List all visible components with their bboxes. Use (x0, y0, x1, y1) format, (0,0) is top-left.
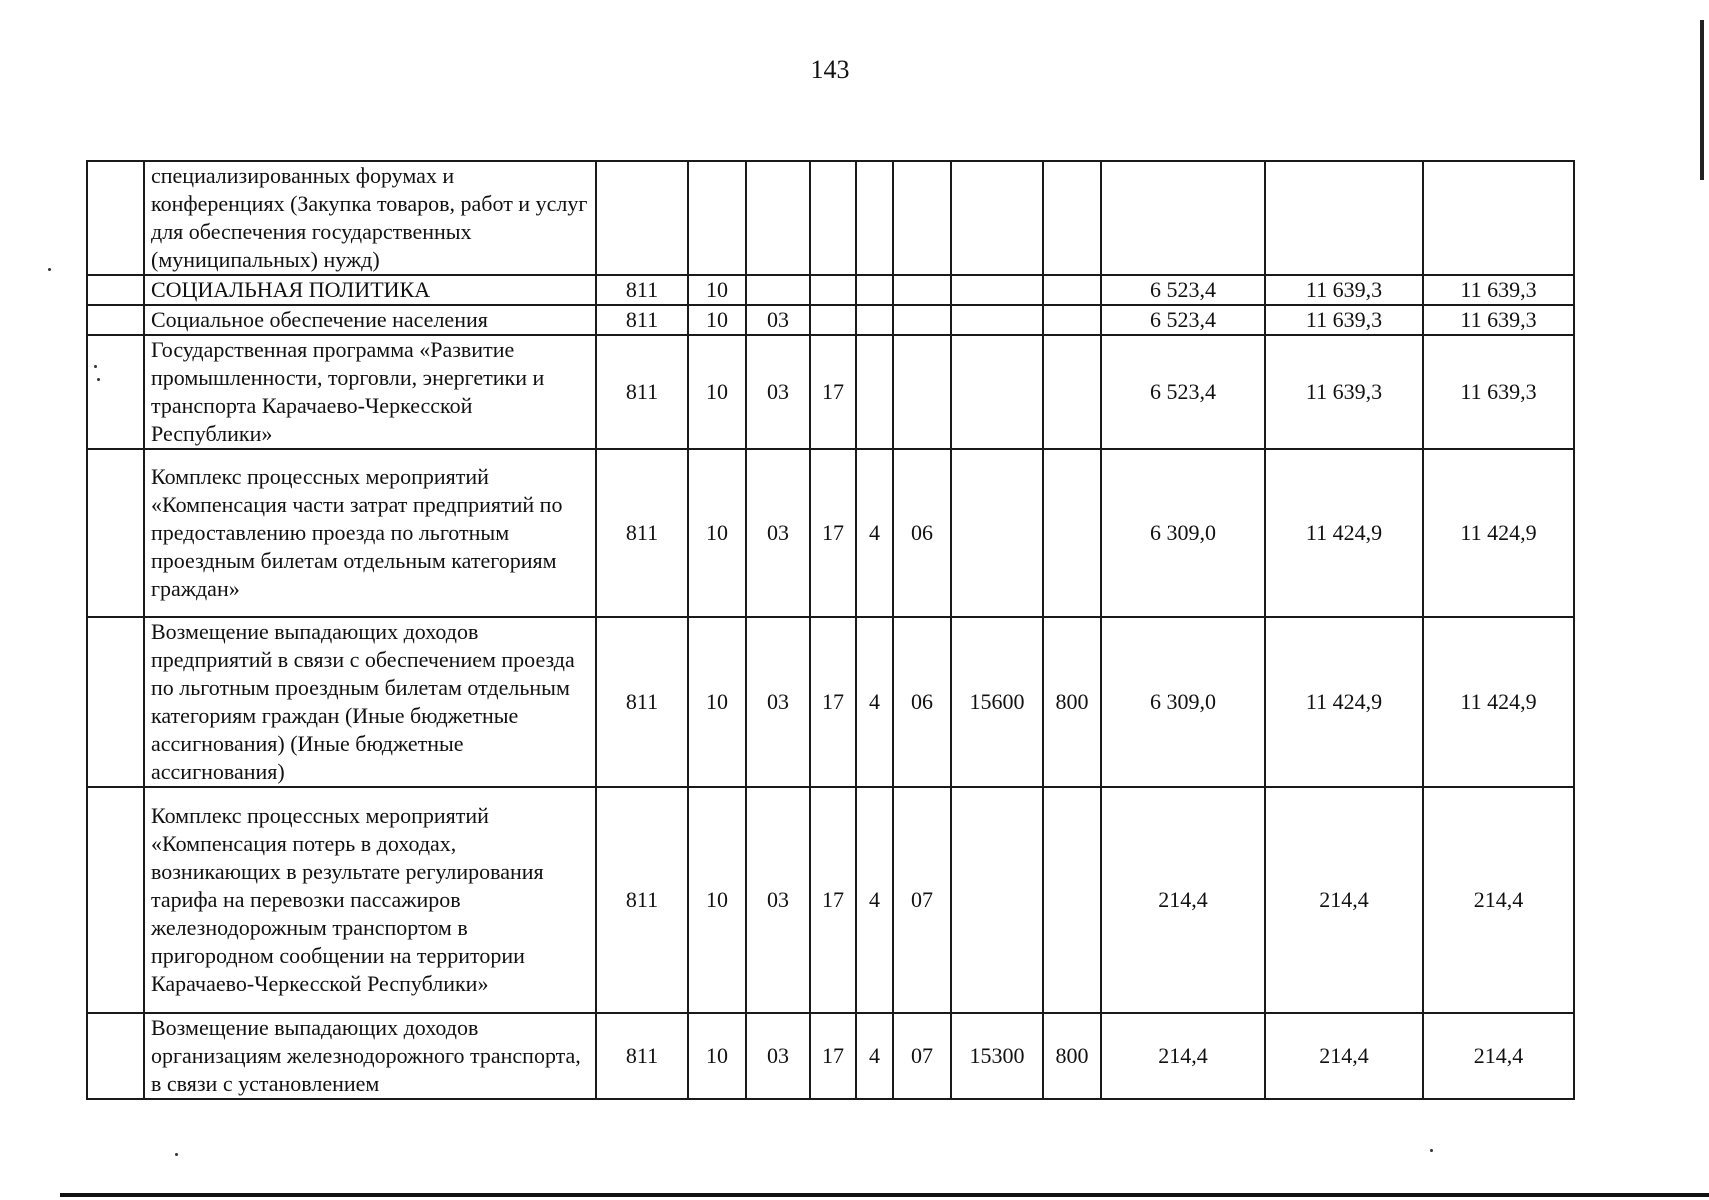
code-subprogram (856, 161, 893, 275)
sum-year-1: 6 523,4 (1101, 335, 1265, 449)
sum-year-1: 6 309,0 (1101, 617, 1265, 787)
code-event (893, 161, 951, 275)
row-name: Комплекс процессных мероприятий «Компенсация части затрат предприятий по предоставлению проезда по льготным проездным билетам отдельным категориям граждан» (144, 449, 596, 617)
scan-speck (48, 268, 51, 271)
sum-year-3 (1423, 161, 1574, 275)
table-row (87, 1013, 1574, 1099)
code-expense-type (1043, 305, 1101, 335)
sum-year-3: 11 424,9 (1423, 449, 1574, 617)
row-index-cell (87, 161, 144, 275)
code-section: 10 (688, 275, 746, 305)
code-event: 07 (893, 787, 951, 1013)
code-subsection: 03 (746, 617, 810, 787)
sum-year-3: 11 639,3 (1423, 275, 1574, 305)
code-subsection: 03 (746, 449, 810, 617)
table-row (87, 449, 1574, 617)
code-event: 07 (893, 1013, 951, 1099)
code-section: 10 (688, 787, 746, 1013)
sum-year-3: 214,4 (1423, 1013, 1574, 1099)
row-name: Социальное обеспечение населения (144, 305, 596, 335)
scan-speck (1430, 1149, 1433, 1152)
code-direction: 15300 (951, 1013, 1043, 1099)
code-ministry: 811 (596, 335, 688, 449)
row-name: Возмещение выпадающих доходов организациям железнодорожного транспорта, в связи с установлением (144, 1013, 596, 1099)
code-subprogram (856, 335, 893, 449)
scan-speck (94, 365, 97, 368)
scan-edge-line (60, 1193, 1709, 1197)
code-direction (951, 449, 1043, 617)
code-section: 10 (688, 335, 746, 449)
code-program: 17 (810, 449, 856, 617)
sum-year-3: 214,4 (1423, 787, 1574, 1013)
sum-year-3: 11 424,9 (1423, 617, 1574, 787)
sum-year-2: 214,4 (1265, 1013, 1423, 1099)
code-section (688, 161, 746, 275)
row-index-cell (87, 335, 144, 449)
code-subprogram (856, 305, 893, 335)
row-name: СОЦИАЛЬНАЯ ПОЛИТИКА (144, 275, 596, 305)
sum-year-1: 6 523,4 (1101, 275, 1265, 305)
code-expense-type (1043, 787, 1101, 1013)
row-index-cell (87, 617, 144, 787)
row-index-cell (87, 787, 144, 1013)
code-subsection: 03 (746, 305, 810, 335)
code-section: 10 (688, 305, 746, 335)
sum-year-2: 11 424,9 (1265, 449, 1423, 617)
code-direction (951, 335, 1043, 449)
row-name: специализированных форумах и конференциях (Закупка товаров, работ и услуг для обеспечения государственных (муниципальных) нужд) (144, 161, 596, 275)
sum-year-1: 214,4 (1101, 787, 1265, 1013)
scan-edge-line (1700, 20, 1704, 180)
sum-year-2: 214,4 (1265, 787, 1423, 1013)
row-index-cell (87, 449, 144, 617)
code-section: 10 (688, 1013, 746, 1099)
row-index-cell (87, 1013, 144, 1099)
code-subprogram: 4 (856, 617, 893, 787)
code-expense-type (1043, 275, 1101, 305)
code-section: 10 (688, 617, 746, 787)
code-subprogram: 4 (856, 787, 893, 1013)
sum-year-2 (1265, 161, 1423, 275)
scan-speck (97, 378, 100, 381)
code-section: 10 (688, 449, 746, 617)
code-program (810, 275, 856, 305)
row-index-cell (87, 305, 144, 335)
sum-year-3: 11 639,3 (1423, 305, 1574, 335)
table-row (87, 787, 1574, 1013)
code-program (810, 161, 856, 275)
code-subsection (746, 161, 810, 275)
row-name: Возмещение выпадающих доходов предприятий в связи с обеспечением проезда по льготным проездным билетам отдельным категориям граждан (Иные бюджетные ассигнования) (Иные бюджетные ассигнования) (144, 617, 596, 787)
code-ministry: 811 (596, 1013, 688, 1099)
code-expense-type: 800 (1043, 1013, 1101, 1099)
table-row (87, 275, 1574, 305)
table-row (87, 617, 1574, 787)
code-program: 17 (810, 1013, 856, 1099)
code-subsection: 03 (746, 335, 810, 449)
sum-year-1 (1101, 161, 1265, 275)
code-subprogram (856, 275, 893, 305)
scan-speck (175, 1153, 178, 1156)
row-index-cell (87, 275, 144, 305)
sum-year-2: 11 424,9 (1265, 617, 1423, 787)
code-direction (951, 787, 1043, 1013)
sum-year-2: 11 639,3 (1265, 275, 1423, 305)
page-number: 143 (810, 55, 850, 84)
code-program (810, 305, 856, 335)
code-program: 17 (810, 617, 856, 787)
table-row (87, 335, 1574, 449)
row-name: Государственная программа «Развитие промышленности, торговли, энергетики и транспорта Карачаево-Черкесской Республики» (144, 335, 596, 449)
code-subprogram: 4 (856, 1013, 893, 1099)
code-expense-type (1043, 161, 1101, 275)
sum-year-2: 11 639,3 (1265, 335, 1423, 449)
code-direction (951, 275, 1043, 305)
code-event: 06 (893, 449, 951, 617)
code-ministry: 811 (596, 617, 688, 787)
code-expense-type: 800 (1043, 617, 1101, 787)
code-event (893, 335, 951, 449)
sum-year-2: 11 639,3 (1265, 305, 1423, 335)
code-subsection: 03 (746, 1013, 810, 1099)
code-subsection (746, 275, 810, 305)
code-ministry: 811 (596, 449, 688, 617)
code-subsection: 03 (746, 787, 810, 1013)
sum-year-1: 214,4 (1101, 1013, 1265, 1099)
code-ministry (596, 161, 688, 275)
code-subprogram: 4 (856, 449, 893, 617)
sum-year-1: 6 309,0 (1101, 449, 1265, 617)
code-program: 17 (810, 335, 856, 449)
code-ministry: 811 (596, 275, 688, 305)
code-ministry: 811 (596, 305, 688, 335)
table-row (87, 305, 1574, 335)
code-direction (951, 161, 1043, 275)
code-event (893, 305, 951, 335)
sum-year-3: 11 639,3 (1423, 335, 1574, 449)
code-event (893, 275, 951, 305)
table-row (87, 161, 1574, 275)
code-program: 17 (810, 787, 856, 1013)
code-expense-type (1043, 335, 1101, 449)
code-direction (951, 305, 1043, 335)
code-event: 06 (893, 617, 951, 787)
code-ministry: 811 (596, 787, 688, 1013)
budget-table (86, 160, 1575, 1100)
sum-year-1: 6 523,4 (1101, 305, 1265, 335)
row-name: Комплекс процессных мероприятий «Компенсация потерь в доходах, возникающих в результате регулирования тарифа на перевозки пассажиров железнодорожным транспортом в пригородном сообщении на территории Карачаево-Черкесской Республики» (144, 787, 596, 1013)
code-expense-type (1043, 449, 1101, 617)
code-direction: 15600 (951, 617, 1043, 787)
